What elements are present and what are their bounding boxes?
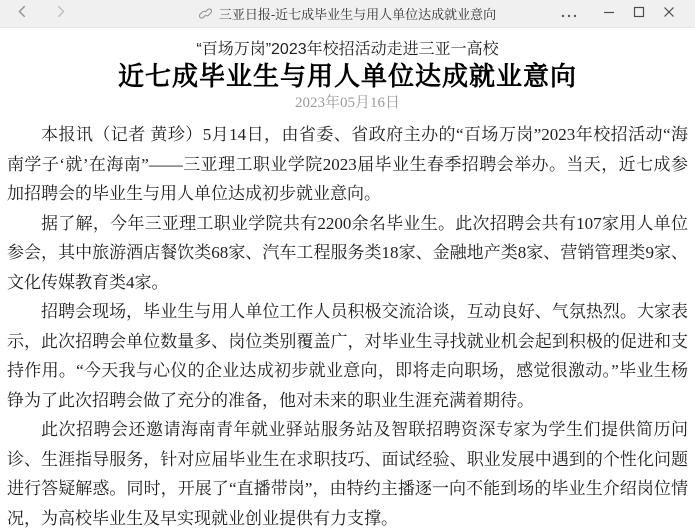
- close-button[interactable]: [659, 4, 679, 24]
- link-icon: [199, 7, 212, 20]
- maximize-icon: [633, 5, 645, 23]
- forward-button[interactable]: [52, 6, 68, 22]
- article-paragraph: 招聘会现场，毕业生与用人单位工作人员积极交流洽谈，互动良好、气氛热烈。大家表示，此次招聘会单位数量多、岗位类别覆盖广，对毕业生寻找就业机会起到积极的促进和支持作用。“今天我与心仪的企业达成初步就业意向，即将走向职场，感觉很激动。”毕业生杨铮为了此次招聘会做了充分的准备，他对未来的职业生涯充满着期待。: [7, 302, 688, 410]
- article-date: 2023年05月16日: [294, 95, 400, 111]
- more-menu-button[interactable]: [559, 4, 579, 24]
- ellipsis-icon: [561, 5, 577, 23]
- window-titlebar: [0, 0, 695, 28]
- maximize-button[interactable]: [629, 4, 649, 24]
- close-icon: [663, 5, 675, 23]
- article-title: 近七成毕业生与用人单位达成就业意向: [117, 61, 577, 91]
- window-title-group: [150, 4, 545, 23]
- minimize-button[interactable]: [599, 4, 619, 24]
- window-controls: [545, 4, 695, 24]
- article-paragraph: 此次招聘会还邀请海南青年就业驿站服务站及智联招聘资深专家为学生们提供简历问诊、生涯指导服务，针对应届毕业生在求职技巧、面试经验、职业发展中遇到的个性化问题进行答疑解惑。同时，开展了“直播带岗”，由特约主播逐一向不能到场的毕业生介绍岗位情况，为高校毕业生及早实现就业创业提供有力支撑。: [7, 420, 688, 528]
- article-subtitle: “百场万岗”2023年校招活动走进三亚一高校: [196, 41, 499, 58]
- window-title: 三亚日报-近七成毕业生与用人单位达成就业意向: [218, 7, 497, 22]
- chevron-right-icon: [54, 5, 67, 23]
- minimize-icon: [603, 5, 615, 23]
- article-paragraph: 据了解，今年三亚理工职业学院共有2200余名毕业生。此次招聘会共有107家用人单位参会，其中旅游酒店餐饮类68家、汽车工程服务类18家、金融地产类8家、营销管理类9家、文化传媒教育类4家。: [7, 213, 688, 292]
- article-paragraph: 本报讯（记者 黄珍）5月14日，由省委、省政府主办的“百场万岗”2023年校招活动“海南学子‘就’在海南”——三亚理工职业学院2023届毕业生春季招聘会举办。当天，近七成参加招聘会的毕业生与用人单位达成初步就业意向。: [7, 125, 688, 203]
- nav-buttons: [0, 6, 150, 22]
- article-page: [0, 28, 695, 528]
- chevron-left-icon: [16, 5, 29, 23]
- article-body: [7, 120, 688, 528]
- back-button[interactable]: [14, 6, 30, 22]
